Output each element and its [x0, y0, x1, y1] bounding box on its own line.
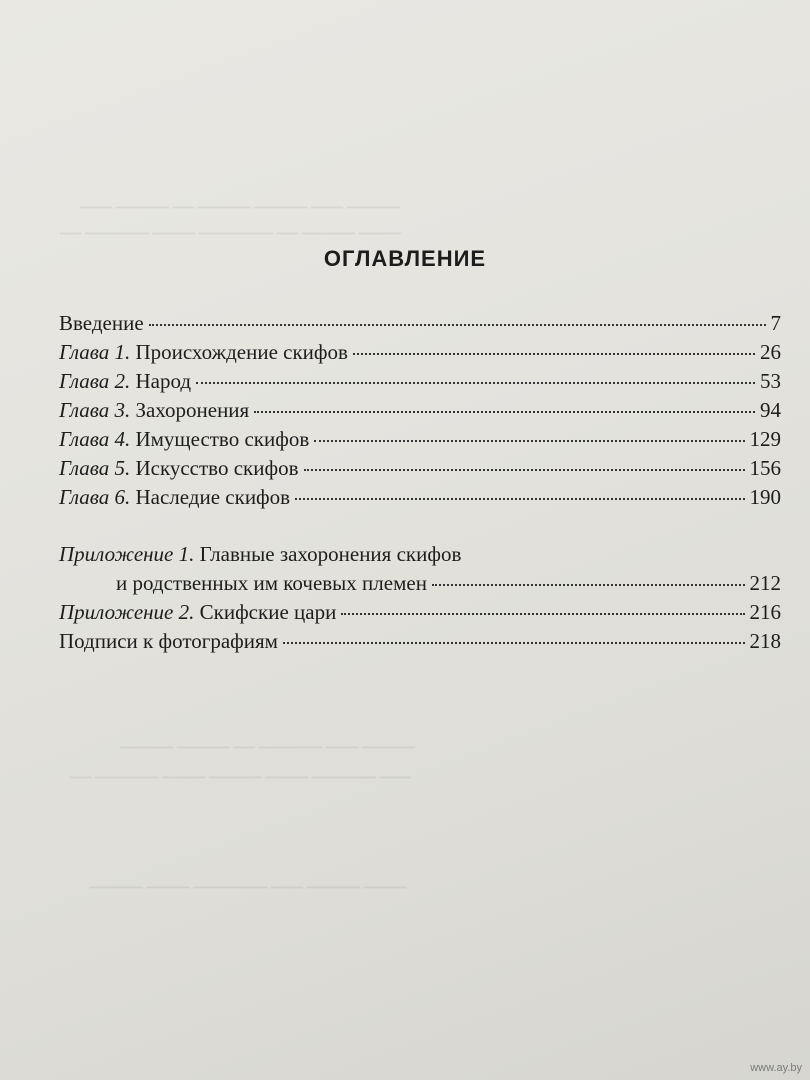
- entry-page-number: 26: [760, 340, 781, 364]
- entry-page-number: 129: [749, 427, 781, 451]
- entry-label: Глава 3. Захоронения: [59, 398, 250, 422]
- toc-entry-chapter-6[interactable]: [59, 485, 781, 515]
- entry-label: Подписи к фотографиям: [59, 629, 278, 653]
- leader-dots: [283, 641, 745, 644]
- bleed-through-1: ───── ─── ───── ───── ── ───── ───: [80, 200, 401, 216]
- entry-page-number: 94: [760, 398, 781, 422]
- leader-dots: [341, 612, 744, 615]
- toc-entry-chapter-4[interactable]: [59, 427, 781, 457]
- leader-dots: [295, 497, 744, 500]
- entry-page-number: 7: [770, 311, 781, 335]
- toc-entry-chapter-3[interactable]: [59, 398, 781, 428]
- bleed-through-4: ─── ────── ──── ───── ──── ────── ──: [70, 770, 412, 786]
- toc-entry-chapter-5[interactable]: [59, 456, 781, 486]
- leader-dots: [304, 468, 745, 471]
- entry-label: Глава 2. Народ: [59, 369, 192, 393]
- entry-label: Глава 4. Имущество скифов: [59, 427, 310, 451]
- toc-title: ОГЛАВЛЕНИЕ: [323, 246, 487, 271]
- entry-label: Введение: [59, 311, 144, 335]
- entry-label: Приложение 2. Скифские цари: [59, 600, 337, 624]
- leader-dots: [149, 323, 766, 326]
- leader-dots: [196, 381, 755, 384]
- bleed-through-2: ──── ───── ── ─────── ──── ────── ──: [60, 226, 402, 242]
- entry-page-number: 53: [760, 369, 781, 393]
- entry-page-number: 218: [749, 629, 781, 653]
- entry-label: Глава 1. Происхождение скифов: [59, 340, 348, 364]
- leader-dots: [353, 352, 755, 355]
- entry-page-number: 156: [749, 456, 781, 480]
- toc-entry-chapter-1[interactable]: [59, 340, 781, 370]
- entry-label: и родственных им кочевых племен: [116, 571, 427, 595]
- leader-dots: [254, 410, 755, 413]
- entry-page-number: 190: [749, 485, 781, 509]
- toc-entry-appendix-1[interactable]: [116, 571, 781, 601]
- site-watermark: www.ay.by: [750, 1062, 802, 1074]
- entry-label: Глава 5. Искусство скифов: [59, 456, 299, 480]
- leader-dots: [432, 583, 745, 586]
- entry-page-number: 216: [749, 600, 781, 624]
- bleed-through-5: ──── ───── ─── ─────── ──── ─────: [90, 880, 407, 896]
- toc-entry-intro[interactable]: [59, 311, 781, 341]
- bleed-through-3: ───── ─── ────── ── ───── ─────: [120, 740, 416, 756]
- entry-label: Глава 6. Наследие скифов: [59, 485, 291, 509]
- leader-dots: [314, 439, 744, 442]
- toc-entry-appendix-1-line-1[interactable]: Приложение 1. Главные захоронения скифов: [59, 542, 462, 566]
- toc-entry-chapter-2[interactable]: [59, 369, 781, 399]
- toc-entry-photo-captions[interactable]: [59, 629, 781, 659]
- entry-page-number: 212: [749, 571, 781, 595]
- toc-entry-appendix-2[interactable]: [59, 600, 781, 630]
